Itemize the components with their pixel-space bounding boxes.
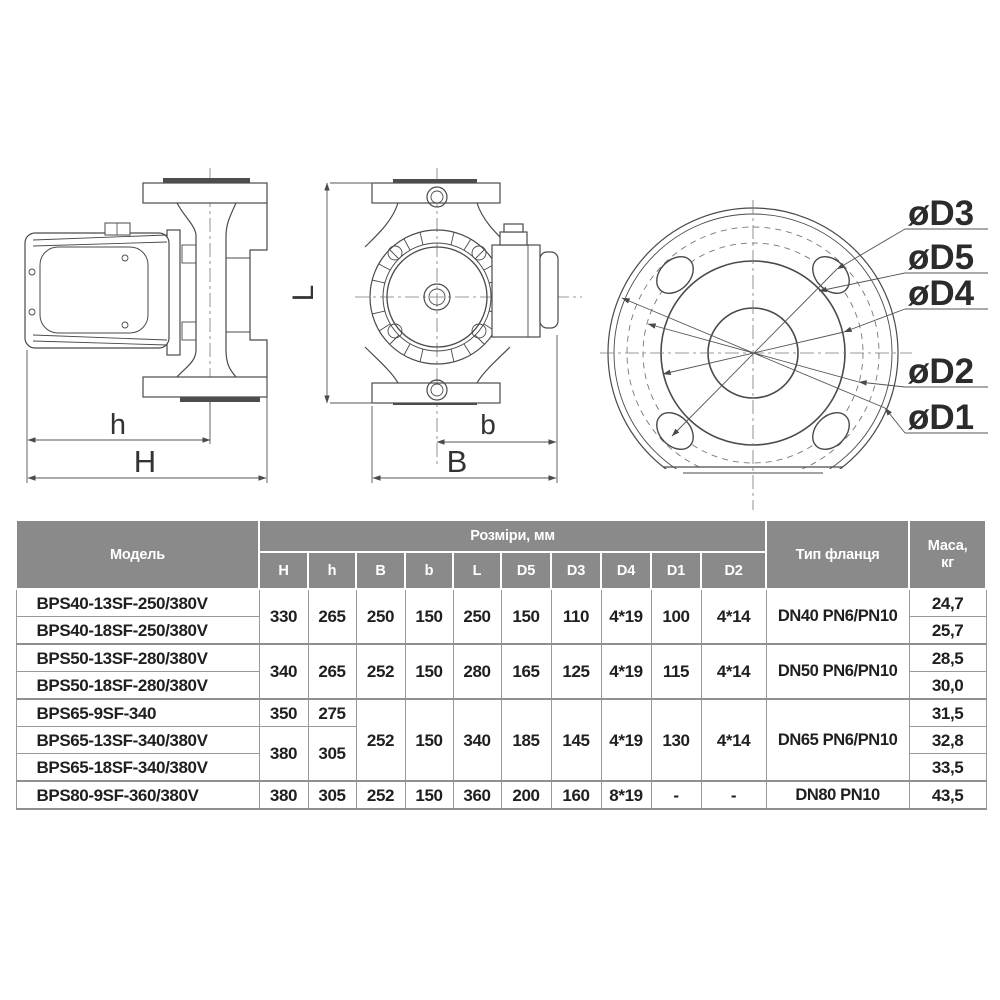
- cell-B: 252: [356, 699, 405, 781]
- cell-h: 265: [308, 589, 356, 644]
- cell-mass: 31,5: [909, 699, 986, 727]
- cell-mass: 30,0: [909, 672, 986, 700]
- cell-flange: DN50 PN6/PN10: [766, 644, 909, 699]
- label-d5: øD5: [908, 238, 975, 277]
- cell-mass: 24,7: [909, 589, 986, 617]
- header-model: Модель: [16, 520, 259, 589]
- cell-b: 150: [405, 699, 453, 781]
- cell-D4: 4*19: [601, 699, 651, 781]
- cell-D1: -: [651, 781, 701, 809]
- cell-mass: 28,5: [909, 644, 986, 672]
- header-dim-D5: D5: [501, 552, 551, 589]
- cell-model: BPS50-18SF-280/380V: [16, 672, 259, 700]
- cell-H: 340: [259, 644, 308, 699]
- dim-label-b: b: [480, 409, 496, 440]
- cell-b: 150: [405, 644, 453, 699]
- cell-H: 330: [259, 589, 308, 644]
- cell-D1: 100: [651, 589, 701, 644]
- header-dim-D1: D1: [651, 552, 701, 589]
- label-d1: øD1: [908, 398, 975, 437]
- cell-D3: 125: [551, 644, 601, 699]
- cell-B: 250: [356, 589, 405, 644]
- cell-L: 250: [453, 589, 501, 644]
- cell-D5: 150: [501, 589, 551, 644]
- cell-model: BPS65-9SF-340: [16, 699, 259, 727]
- cell-D4: 4*19: [601, 644, 651, 699]
- flange-view: [595, 194, 988, 519]
- cell-D2: -: [701, 781, 766, 809]
- cell-D1: 130: [651, 699, 701, 781]
- cell-H: 350: [259, 699, 308, 727]
- spec-table-wrap: [15, 519, 987, 810]
- cell-model: BPS40-18SF-250/380V: [16, 617, 259, 645]
- front-view: [287, 168, 582, 483]
- table-row: [16, 644, 986, 672]
- cell-D4: 8*19: [601, 781, 651, 809]
- header-dim-L: L: [453, 552, 501, 589]
- label-d3: øD3: [908, 194, 975, 233]
- cell-mass: 33,5: [909, 754, 986, 782]
- cell-h: 305: [308, 781, 356, 809]
- cell-B: 252: [356, 644, 405, 699]
- cell-model: BPS65-13SF-340/380V: [16, 727, 259, 754]
- cell-h: 305: [308, 727, 356, 782]
- cell-D2: 4*14: [701, 699, 766, 781]
- header-sizes-group: Розміри, мм: [259, 520, 766, 552]
- header-dim-D3: D3: [551, 552, 601, 589]
- cell-flange: DN65 PN6/PN10: [766, 699, 909, 781]
- cell-mass: 43,5: [909, 781, 986, 809]
- cell-h: 265: [308, 644, 356, 699]
- cell-mass: 25,7: [909, 617, 986, 645]
- cell-flange: DN80 PN10: [766, 781, 909, 809]
- header-dim-h: h: [308, 552, 356, 589]
- dim-label-H: H: [133, 444, 157, 479]
- cell-D3: 145: [551, 699, 601, 781]
- header-dim-B: B: [356, 552, 405, 589]
- motor-body: [25, 233, 169, 348]
- cell-model: BPS50-13SF-280/380V: [16, 644, 259, 672]
- cell-D2: 4*14: [701, 644, 766, 699]
- terminal-box: [492, 224, 558, 337]
- table-row: [16, 589, 986, 617]
- cell-D2: 4*14: [701, 589, 766, 644]
- cell-H: 380: [259, 781, 308, 809]
- cell-D1: 115: [651, 644, 701, 699]
- cell-b: 150: [405, 589, 453, 644]
- spec-table: [15, 519, 987, 810]
- cell-L: 360: [453, 781, 501, 809]
- motor-cap: [105, 223, 130, 235]
- dim-label-L: L: [287, 284, 320, 302]
- cell-mass: 32,8: [909, 727, 986, 754]
- header-dim-D2: D2: [701, 552, 766, 589]
- table-row: [16, 781, 986, 809]
- cell-L: 340: [453, 699, 501, 781]
- header-dim-D4: D4: [601, 552, 651, 589]
- label-d2: øD2: [908, 352, 975, 391]
- header-flange-type: Тип фланця: [766, 520, 909, 589]
- cell-flange: DN40 PN6/PN10: [766, 589, 909, 644]
- cell-h: 275: [308, 699, 356, 727]
- header-mass: Маса, кг: [909, 520, 986, 589]
- cell-H: 380: [259, 727, 308, 782]
- cell-B: 252: [356, 781, 405, 809]
- cell-model: BPS65-18SF-340/380V: [16, 754, 259, 782]
- dim-label-B: B: [446, 444, 468, 479]
- table-row: [16, 699, 986, 727]
- cell-model: BPS80-9SF-360/380V: [16, 781, 259, 809]
- label-d4: øD4: [908, 274, 975, 313]
- cell-D4: 4*19: [601, 589, 651, 644]
- dim-label-h: h: [109, 409, 127, 441]
- technical-drawing: [0, 150, 1000, 520]
- cell-L: 280: [453, 644, 501, 699]
- cell-D3: 160: [551, 781, 601, 809]
- side-view: [25, 168, 267, 483]
- cell-D5: 185: [501, 699, 551, 781]
- cell-D5: 200: [501, 781, 551, 809]
- cell-D5: 165: [501, 644, 551, 699]
- header-dim-H: H: [259, 552, 308, 589]
- cell-D3: 110: [551, 589, 601, 644]
- cell-model: BPS40-13SF-250/380V: [16, 589, 259, 617]
- cell-b: 150: [405, 781, 453, 809]
- gasket-bottom: [180, 397, 260, 402]
- header-dim-b: b: [405, 552, 453, 589]
